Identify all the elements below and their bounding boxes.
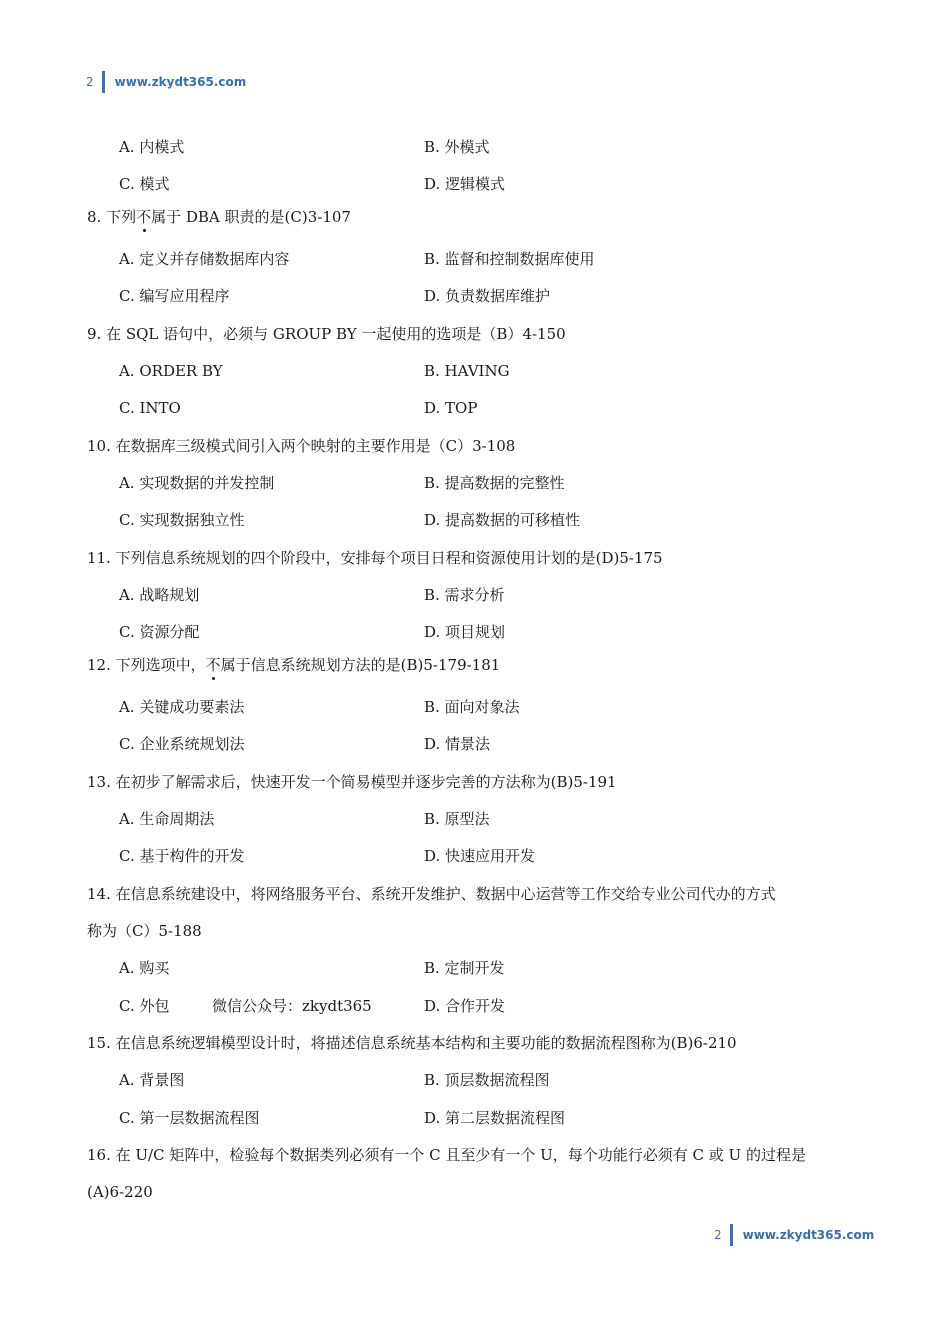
q8-option-a: A. 定义并存储数据库内容 <box>119 250 290 268</box>
q11-option-d: D. 项目规划 <box>424 623 506 641</box>
q11-option-b: B. 需求分析 <box>424 586 505 604</box>
question-14-line-2: 称为（C）5-188 <box>87 922 202 940</box>
question-8 <box>87 207 351 227</box>
question-16-line-1: 16. 在 U/C 矩阵中，检验每个数据类列必须有一个 C 且至少有一个 U，每个功能行必须有 C 或 U 的过程是 <box>87 1146 806 1164</box>
question-12 <box>87 655 500 675</box>
q12-option-b: B. 面向对象法 <box>424 698 520 716</box>
q10-option-d: D. 提高数据的可移植性 <box>424 511 581 529</box>
question-11: 11. 下列信息系统规划的四个阶段中，安排每个项目日程和资源使用计划的是(D)5-175 <box>87 549 663 567</box>
footer-page-number: 2 <box>714 1228 722 1242</box>
q10-option-b: B. 提高数据的完整性 <box>424 474 565 492</box>
q7-option-c: C. 模式 <box>119 175 170 193</box>
q14-option-b: B. 定制开发 <box>424 959 505 977</box>
q8-option-d: D. 负责数据库维护 <box>424 287 551 305</box>
q10-option-a: A. 实现数据的并发控制 <box>119 474 275 492</box>
q7-option-d: D. 逻辑模式 <box>424 175 506 193</box>
question-12-post: 属于信息系统规划方法的是(B)5-179-181 <box>220 656 501 674</box>
question-15: 15. 在信息系统逻辑模型设计时，将描述信息系统基本结构和主要功能的数据流程图称为(B)6-210 <box>87 1034 737 1052</box>
q7-option-a: A. 内模式 <box>119 138 185 156</box>
footer-divider <box>730 1224 733 1246</box>
q11-option-a: A. 战略规划 <box>119 586 200 604</box>
q9-option-b: B. HAVING <box>424 362 510 380</box>
q15-option-a: A. 背景图 <box>119 1071 185 1089</box>
q14-option-c: C. 外包 <box>119 997 170 1015</box>
question-8-pre: 8. 下列 <box>87 208 137 226</box>
q11-option-c: C. 资源分配 <box>119 623 200 641</box>
q9-option-c: C. INTO <box>119 399 181 417</box>
footer-url: www.zkydt365.com <box>742 1228 875 1242</box>
q15-option-d: D. 第二层数据流程图 <box>424 1109 566 1127</box>
q12-option-a: A. 关键成功要素法 <box>119 698 245 716</box>
q12-option-d: D. 情景法 <box>424 735 491 753</box>
q15-option-c: C. 第一层数据流程图 <box>119 1109 260 1127</box>
header-url: www.zkydt365.com <box>114 75 247 89</box>
q9-option-a: A. ORDER BY <box>119 362 223 380</box>
q8-option-b: B. 监督和控制数据库使用 <box>424 250 595 268</box>
q8-option-c: C. 编写应用程序 <box>119 287 230 305</box>
question-9: 9. 在 SQL 语句中，必须与 GROUP BY 一起使用的选项是（B）4-150 <box>87 325 566 343</box>
q14-option-d: D. 合作开发 <box>424 997 506 1015</box>
q10-option-c: C. 实现数据独立性 <box>119 511 245 529</box>
question-12-pre: 12. 下列选项中， <box>87 656 206 674</box>
wechat-watermark: 微信公众号：zkydt365 <box>212 997 372 1015</box>
q15-option-b: B. 顶层数据流程图 <box>424 1071 550 1089</box>
q14-option-a: A. 购买 <box>119 959 170 977</box>
emphasis-dot-text: 不 <box>205 656 221 674</box>
q12-option-c: C. 企业系统规划法 <box>119 735 245 753</box>
question-14-line-1: 14. 在信息系统建设中，将网络服务平台、系统开发维护、数据中心运营等工作交给专业公司代办的方式 <box>87 885 776 903</box>
question-16-line-2: (A)6-220 <box>87 1183 153 1201</box>
question-13: 13. 在初步了解需求后，快速开发一个简易模型并逐步完善的方法称为(B)5-191 <box>87 773 617 791</box>
q13-option-c: C. 基于构件的开发 <box>119 847 245 865</box>
q13-option-d: D. 快速应用开发 <box>424 847 536 865</box>
q13-option-b: B. 原型法 <box>424 810 490 828</box>
question-10: 10. 在数据库三级模式间引入两个映射的主要作用是（C）3-108 <box>87 437 516 455</box>
q9-option-d: D. TOP <box>424 399 478 417</box>
header-divider <box>102 71 105 93</box>
q13-option-a: A. 生命周期法 <box>119 810 215 828</box>
page-header <box>86 71 246 93</box>
page-footer <box>714 1224 874 1246</box>
emphasis-dot-text: 不 <box>136 208 152 226</box>
header-page-number: 2 <box>86 75 94 89</box>
question-8-post: 属于 DBA 职责的是(C)3-107 <box>151 208 351 226</box>
q7-option-b: B. 外模式 <box>424 138 490 156</box>
